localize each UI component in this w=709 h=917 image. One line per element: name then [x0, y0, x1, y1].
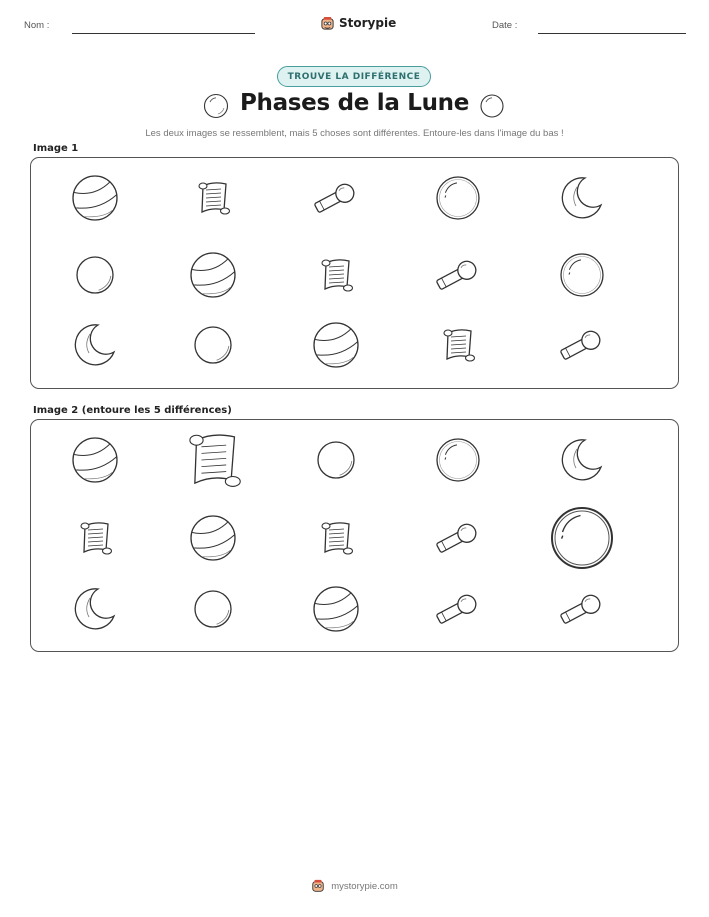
- plain-moon-icon[interactable]: [195, 591, 231, 627]
- crescent-moon-icon: [562, 178, 601, 218]
- brand: [320, 13, 396, 33]
- striped-ball-icon[interactable]: [191, 516, 235, 560]
- glossy-moon-icon[interactable]: [437, 439, 479, 481]
- scroll-icon: [444, 330, 475, 361]
- activity-badge-label: TROUVE LA DIFFÉRENCE: [287, 71, 421, 82]
- telescope-icon[interactable]: [434, 521, 479, 556]
- crescent-moon-icon[interactable]: [562, 440, 601, 480]
- date-label: Date :: [492, 20, 518, 31]
- image2-frame[interactable]: [30, 419, 679, 652]
- image2-label: Image 2 (entoure les 5 différences): [33, 405, 232, 416]
- striped-ball-icon: [191, 253, 235, 297]
- image2-canvas[interactable]: [31, 420, 677, 650]
- footer-site[interactable]: mystorypie.com: [331, 880, 398, 892]
- large-scroll-icon[interactable]: [190, 435, 240, 486]
- name-label: Nom :: [24, 20, 50, 31]
- large-glossy-moon-icon[interactable]: [552, 508, 612, 568]
- striped-ball-icon: [73, 176, 117, 220]
- scroll-icon: [199, 183, 230, 214]
- telescope-icon: [558, 328, 603, 363]
- striped-ball-icon[interactable]: [73, 438, 117, 482]
- page-title: Phases de la Lune: [239, 90, 470, 116]
- telescope-icon[interactable]: [558, 592, 603, 627]
- instructions: Les deux images se ressemblent, mais 5 choses sont différentes. Entoure-les dans l'image du bas !: [145, 128, 564, 139]
- date-line[interactable]: [538, 33, 686, 34]
- plain-moon-icon: [195, 327, 231, 363]
- image1-label: Image 1: [33, 143, 79, 154]
- glossy-moon-icon: [203, 93, 229, 119]
- plain-moon-icon[interactable]: [318, 442, 354, 478]
- glossy-moon-icon: [561, 254, 603, 296]
- brand-name: Storypie: [339, 16, 397, 30]
- striped-ball-icon: [314, 323, 358, 367]
- plain-moon-icon: [77, 257, 113, 293]
- glossy-moon-icon: [437, 177, 479, 219]
- telescope-icon: [434, 258, 479, 293]
- activity-badge: [277, 66, 431, 87]
- telescope-icon: [312, 181, 357, 216]
- page-title-row: [0, 90, 709, 116]
- crescent-moon-icon: [75, 325, 114, 365]
- scroll-icon: [322, 260, 353, 291]
- storypie-logo-icon: [320, 16, 335, 31]
- name-line[interactable]: [72, 33, 255, 34]
- image1-canvas: [31, 158, 677, 387]
- striped-ball-icon[interactable]: [314, 587, 358, 631]
- telescope-icon[interactable]: [434, 592, 479, 627]
- storypie-logo-icon: [311, 879, 325, 893]
- image1-frame: [30, 157, 679, 389]
- scroll-icon[interactable]: [322, 523, 353, 554]
- crescent-moon-icon[interactable]: [75, 589, 114, 629]
- glossy-moon-icon: [479, 93, 505, 119]
- footer: [0, 879, 709, 893]
- scroll-icon[interactable]: [81, 523, 112, 554]
